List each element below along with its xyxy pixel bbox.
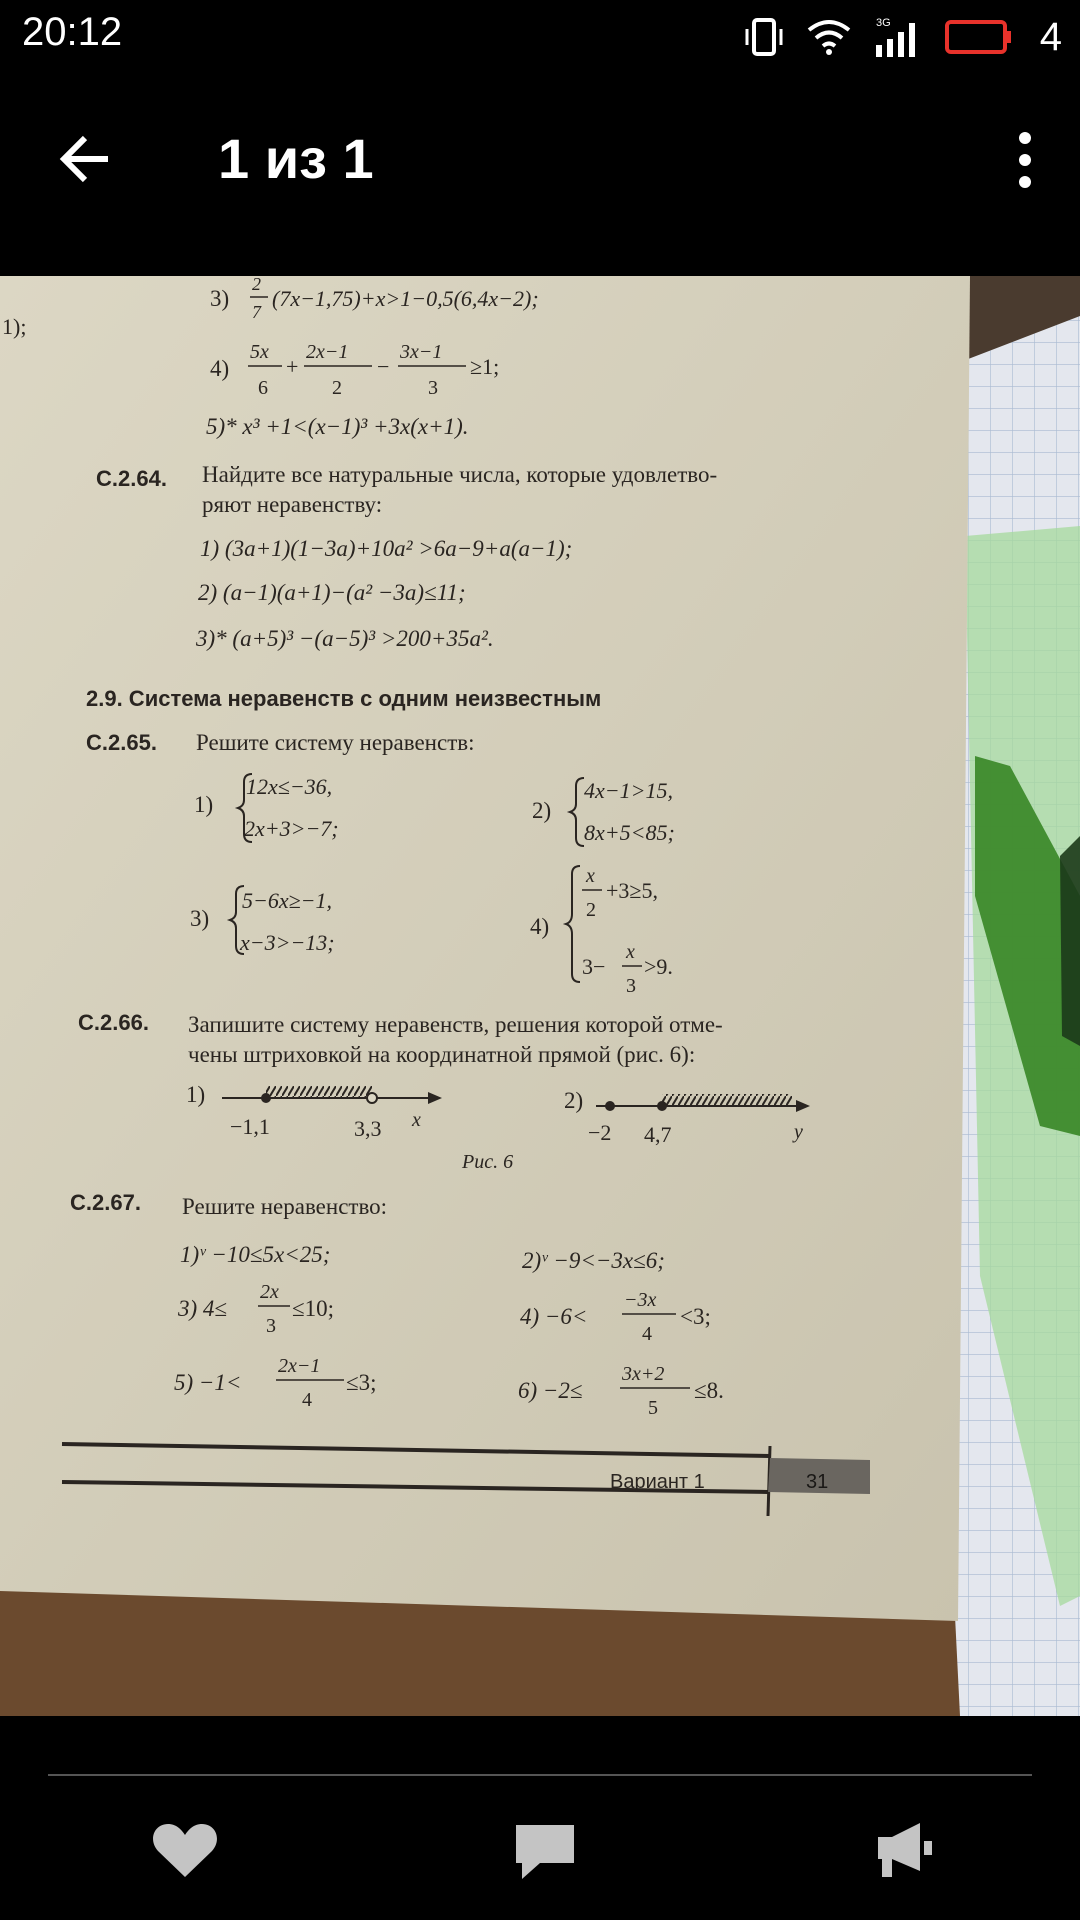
fraction-numerator: 2x [260,1281,279,1303]
problem-text: ряют неравенству: [202,492,383,517]
page-number: 31 [806,1471,829,1493]
problem-label: 2) [564,1088,584,1113]
fraction-denominator: 2 [332,377,342,399]
bottom-action-bar [0,1776,1080,1920]
battery-icon [944,19,1014,55]
toolbar [0,74,1080,274]
fraction-numerator: 2x−1 [306,341,349,363]
more-options-button[interactable] [1010,132,1040,188]
system-line: 12x≤−36, [246,774,333,799]
textbook-photo [0,276,1080,1716]
problem-label: 1) [186,1082,206,1107]
more-vert-icon [1019,132,1031,188]
fraction-denominator: 5 [648,1397,658,1419]
inequality: 1)ᵛ −10≤5x<25; [180,1242,331,1267]
axis-value: −1,1 [230,1114,270,1139]
report-button[interactable] [870,1821,940,1881]
problem-code: С.2.65. [86,730,157,755]
inequality: 3)* (a+5)³ −(a−5)³ >200+35a². [196,626,494,651]
system-line: +3≥5, [606,878,658,903]
operator: − [377,354,390,379]
comment-button[interactable] [510,1821,580,1881]
problem-text: Запишите систему неравенств, решения которой отме- [188,1012,723,1037]
inequality: (7x−1,75)+x>1−0,5(6,4x−2); [272,286,539,311]
inequality: 2)ᵛ −9<−3x≤6; [522,1248,665,1273]
problem-label: 1) [194,792,214,817]
problem-code: С.2.64. [96,466,167,491]
battery-level: 4 [1039,14,1062,59]
fraction-numerator: x [626,941,635,963]
problem-label: 2) [532,798,552,823]
inequality: ≤3; [346,1370,377,1395]
operator: + [286,354,299,379]
axis-variable: y [794,1121,803,1143]
footer-variant: Вариант 1 [610,1471,705,1493]
inequality: 5)* x³ +1<(x−1)³ +3x(x+1). [206,414,469,439]
axis-variable: x [412,1109,421,1131]
inequality: ≤8. [694,1378,724,1403]
fraction-numerator: −3x [624,1289,657,1311]
axis-value: −2 [588,1120,612,1145]
figure-caption: Рис. 6 [462,1151,514,1173]
system-line: 2x+3>−7; [244,816,339,841]
fraction-denominator: 6 [258,377,268,399]
fraction-denominator: 3 [626,975,636,997]
fraction-denominator: 7 [252,302,261,322]
vibrate-icon [744,16,784,58]
status-time: 20:12 [22,10,123,54]
fraction-numerator: 2 [252,276,261,294]
system-line: 5−6x≥−1, [242,888,333,913]
heart-icon [153,1824,217,1877]
fraction-denominator: 4 [302,1389,312,1411]
fraction-numerator: 5x [250,341,269,363]
inequality: 3) 4≤ [178,1296,228,1321]
inequality: 6) −2≤ [518,1378,583,1403]
inequality: <3; [680,1304,711,1329]
system-line: x−3>−13; [240,930,335,955]
fraction-denominator: 4 [642,1323,652,1345]
problem-text: чены штриховкой на координатной прямой (рис. 6): [188,1042,696,1067]
fraction-numerator: 3x+2 [622,1363,665,1385]
inequality: ≤10; [292,1296,335,1321]
wifi-icon [806,17,852,57]
back-button[interactable] [58,132,112,186]
axis-value: 3,3 [354,1116,382,1141]
problem-label: 4) [210,356,230,381]
fraction-denominator: 2 [586,899,596,921]
problem-label: 4) [530,914,550,939]
problem-text: Решите неравенство: [182,1194,388,1219]
inequality: 5) −1< [174,1370,242,1395]
system-line: 3− [582,954,606,979]
problem-code: С.2.66. [78,1010,149,1035]
inequality: 1) (3a+1)(1−3a)+10a² >6a−9+a(a−1); [200,536,573,561]
left-page-fragment: 1); [2,314,27,339]
problem-text: Решите систему неравенств: [196,730,475,755]
fraction-numerator: x [586,865,595,887]
status-icons [744,14,1062,60]
inequality: 2) (a−1)(a+1)−(a² −3a)≤11; [198,580,466,605]
system-line: 8x+5<85; [584,820,675,845]
problem-text: Найдите все натуральные числа, которые удовлетво- [202,462,718,487]
fraction-numerator: 2x−1 [278,1355,321,1377]
page-title: 1 из 1 [218,127,374,190]
problem-label: 3) [190,906,210,931]
axis-value: 4,7 [644,1122,672,1147]
signal-icon [874,15,922,59]
system-line: 4x−1>15, [584,778,673,803]
inequality: ≥1; [470,354,500,379]
network-type: 3G [875,17,891,29]
status-bar [0,0,1080,74]
fraction-denominator: 3 [266,1315,276,1337]
problem-code: С.2.67. [70,1190,141,1215]
section-heading: 2.9. Система неравенств с одним неизвестным [86,686,602,711]
megaphone-icon [878,1823,932,1877]
problem-label: 3) [210,286,230,311]
fraction-denominator: 3 [428,377,438,399]
fraction-numerator: 3x−1 [400,341,443,363]
like-button[interactable] [150,1821,220,1881]
photo-viewer[interactable] [0,276,1080,1716]
inequality: 4) −6< [520,1304,588,1329]
system-line: >9. [644,954,673,979]
comment-icon [516,1825,574,1879]
arrow-left-icon [64,138,108,180]
